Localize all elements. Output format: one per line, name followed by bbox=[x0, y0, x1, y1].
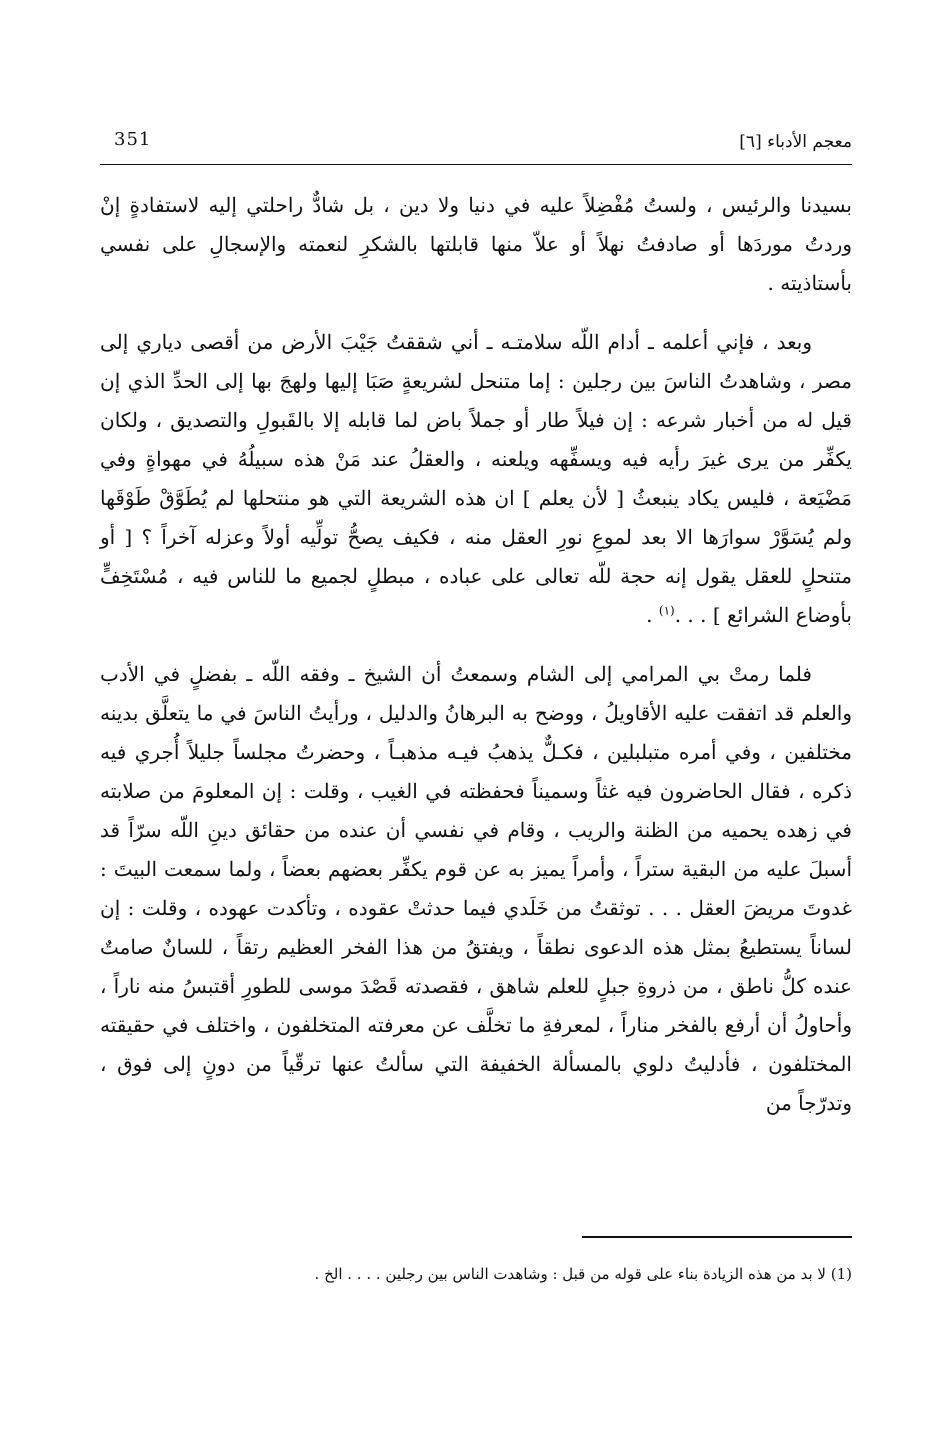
running-title: معجم الأدباء [٦] bbox=[739, 132, 852, 152]
footnote: (1) لا بد من هذه الزيادة بناء على قوله من قبل : وشاهدت الناس بين رجلين . . . . الخ . bbox=[314, 1265, 852, 1283]
footnote-reference[interactable]: (١) bbox=[658, 603, 675, 618]
footnote-rule bbox=[582, 1236, 852, 1238]
paragraph-2-text: وبعد ، فإني أعلمه ـ أدام اللّه سلامتـه ـ أني شققتُ جَيْبَ الأرض من أقصى دياري إلى مصر ، وشاهدتُ الناسَ بين رجلين : إما متنحل لشريعةٍ صَبَا إليها ولهجَ بها إلى الحدِّ الذي إن قيل له من أخبار شرعه : إن فيلاً طار أو جملاً باض لما قابله إلا بالقَبولِ والتصديق ، ولكان يكفِّر من يرى غيرَ رأيه فيه ويسفِّهه ويلعنه ، والعقلُ عند مَنْ هذه سبيلُهُ في مهواةٍ وفي مَضْيَعة ، فليس يكاد ينبعثُ [ لأن يعلم ] ان هذه الشريعة التي هو منتحلها لم يُطَوَّقْ طَوْقَها ولم يُسَوَّرْ سوارَها الا بعد لموعِ نورِ العقل منه ، فكيف يصحُّ تولِّيه أولاً وعزله آخراً ؟ [ أو متنحلٍ للعقل يقول إنه حجة للّه تعالى على عباده ، مبطلٍ لجميع ما للناس فيه ، مُسْتَخِفٍّ بأوضاع الشرائع ] . . . bbox=[100, 330, 852, 627]
paragraph-3: فلما رمتْ بي المرامي إلى الشام وسمعتُ أن الشيخ ـ وفقه اللّه ـ بفضلٍ في الأدب والعلم قد اتفقت عليه الأقاويلُ ، ووضح به البرهانُ والدليل ، ورأيتُ الناسَ في ما يتعلَّق بدينه مختلفين ، وفي أمره متبلبلين ، فكـلٌّ يذهبُ فيـه مذهبـاً ، وحضرتُ مجلساً جليلاً أُجري فيه ذكره ، فقال الحاضرون فيه غثاً وسميناً فحفظته في الغيب ، وقلت : إن المعلومَ من صلابته في زهده يحميه من الظنة والريب ، وقام في نفسي أن عنده من حقائق دينِ اللّه سرّاً قد أسبلَ عليه من البقية ستراً ، وأمراً يميز به عن قوم يكفِّر بعضهم بعضاً ، ولما سمعت البيتَ : غدوتَ مريضَ العقل . . . توثقتُ من خَلَدي فيما حدثتْ عقوده ، وتأكدت عهوده ، وقلت : إن لساناً يستطيعُ بمثل هذه الدعوى نطقاً ، ويفتقُ من هذا الفخر العظيم رتقاً ، للسانٌ صامتٌ عنده كلُّ ناطق ، من ذروةِ جبلٍ للعلم شاهق ، فقصدته قَصْدَ موسى للطورِ أقتبسُ منه ناراً ، وأحاولُ أن أرفع بالفخر مناراً ، لمعرفةِ ما تخلَّف عن معرفته المتخلفون ، واختلف في حقيقته المختلفون ، فأدليتُ دلوي بالمسألة الخفيفة التي سألتُ عنها ترقّياً من دونٍ إلى فوق ، وتدرّجاً من bbox=[100, 662, 852, 1115]
page-header bbox=[100, 120, 852, 160]
paragraph-1: بسيدنا والرئيس ، ولستُ مُفْضِلاً عليه في دنيا ولا دين ، بل شادٌّ راحلتي إليه لاستفادةٍ إنْ وردتُ موردَها أو صادفتُ نهلاً أو علاّ منها قابلتها بالشكرِ لنعمته والإسجالِ على نفسي بأستاذيته . bbox=[100, 193, 852, 295]
body-text bbox=[100, 186, 852, 1123]
page-number: 351 bbox=[114, 129, 152, 150]
header-rule bbox=[100, 164, 852, 165]
paragraph-2 bbox=[100, 323, 852, 635]
paragraph-2-tail: . bbox=[646, 603, 659, 627]
